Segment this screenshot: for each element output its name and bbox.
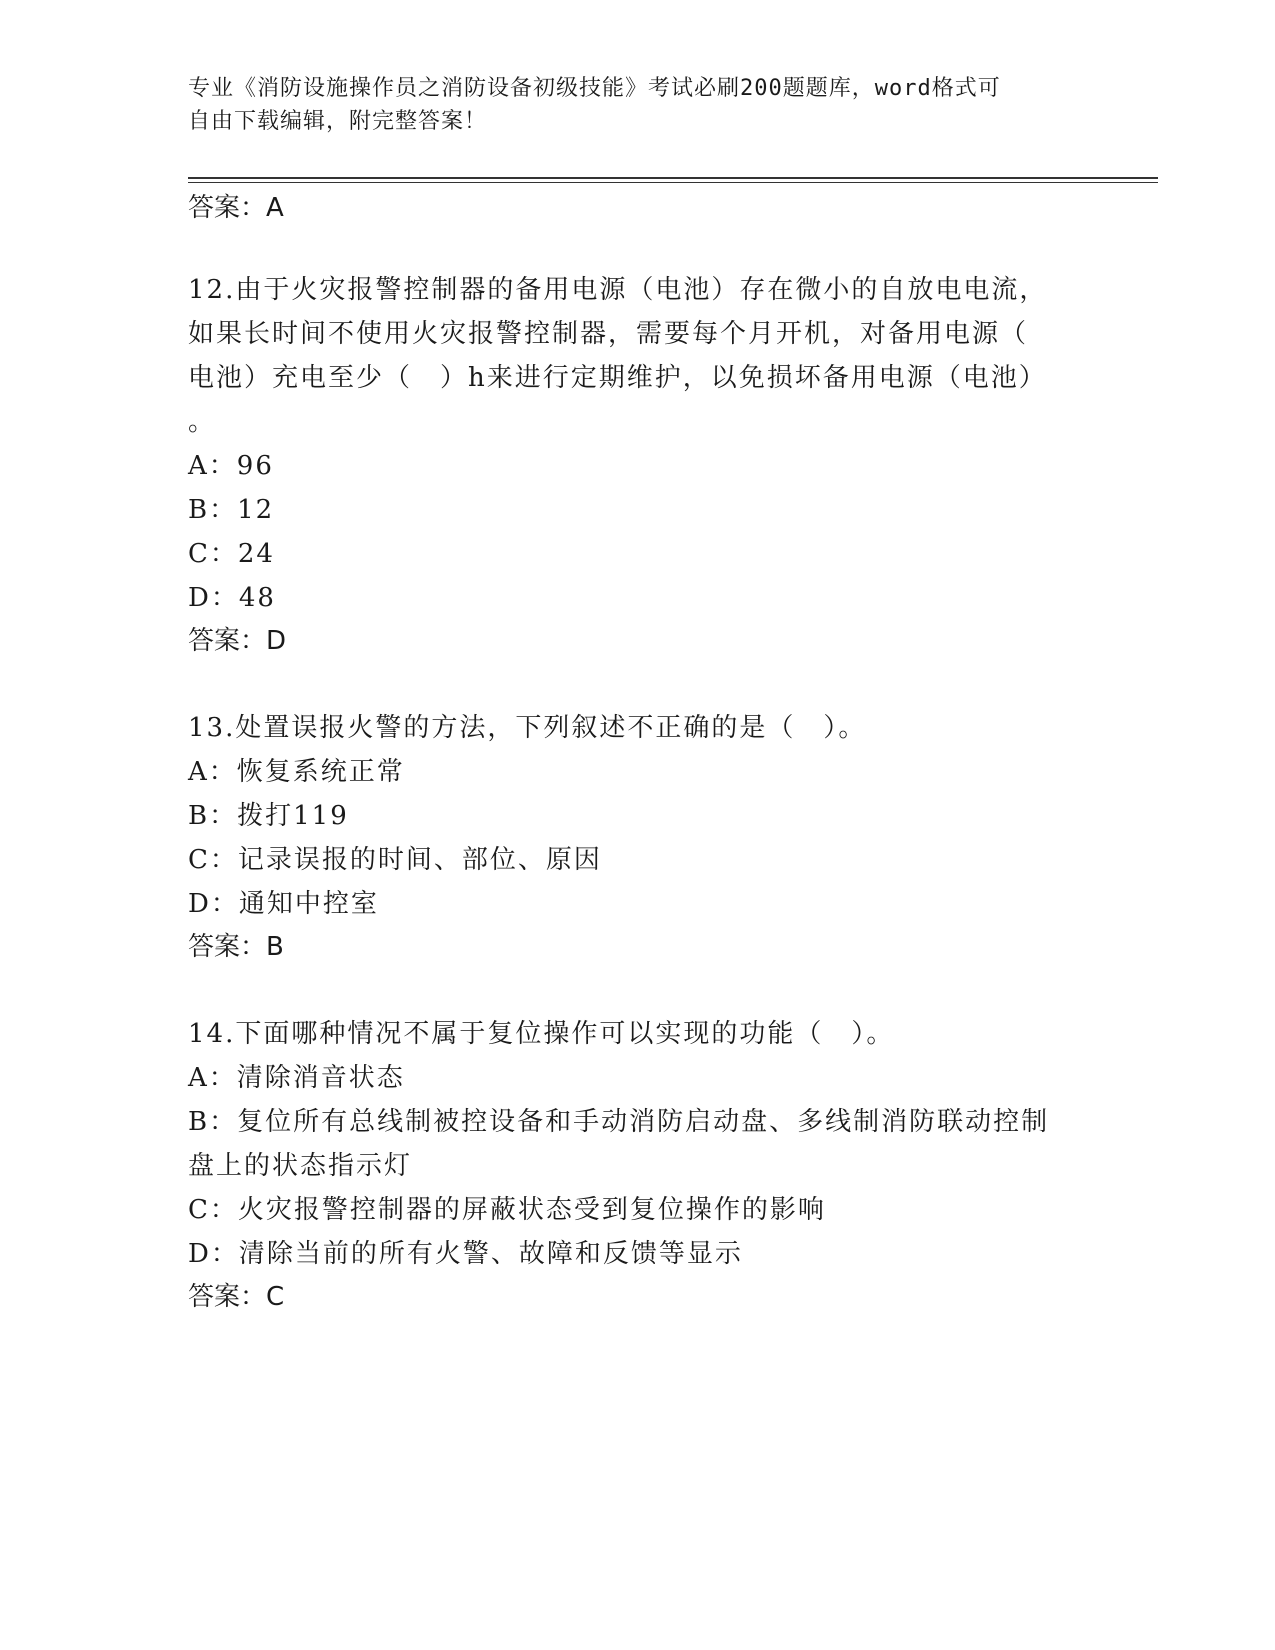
question-12-stem-line-1: 12.由于火灾报警控制器的备用电源（电池）存在微小的自放电电流，: [188, 275, 1048, 305]
question-12-option-c: C：24: [188, 539, 275, 569]
question-14-answer: 答案：C: [188, 1282, 285, 1312]
question-12-stem-line-3: 电池）充电至少（ ）h来进行定期维护，以免损坏备用电源（电池）: [188, 363, 1047, 393]
previous-answer: 答案：A: [188, 193, 284, 223]
question-12-answer: 答案：D: [188, 626, 287, 656]
question-14-option-c: C：火灾报警控制器的屏蔽状态受到复位操作的影响: [188, 1195, 826, 1225]
question-13-option-a: A：恢复系统正常: [188, 757, 405, 787]
question-14-stem: 14.下面哪种情况不属于复位操作可以实现的功能（ ）。: [188, 1019, 895, 1049]
question-12-option-a: A：96: [188, 451, 274, 481]
header-divider-thick: [188, 177, 1158, 179]
header-line-1: 专业《消防设施操作员之消防设备初级技能》考试必刷200题题库，word格式可: [188, 76, 1001, 101]
question-14-option-b-line-1: B：复位所有总线制被控设备和手动消防启动盘、多线制消防联动控制: [188, 1107, 1050, 1137]
question-12-option-d: D：48: [188, 583, 276, 613]
question-14-option-d: D：清除当前的所有火警、故障和反馈等显示: [188, 1239, 743, 1269]
header-divider-thin: [188, 182, 1158, 183]
question-14-option-a: A：清除消音状态: [188, 1063, 405, 1093]
question-12-option-b: B：12: [188, 495, 275, 525]
question-13-option-b: B：拨打119: [188, 801, 349, 831]
question-12-stem-line-2: 如果长时间不使用火灾报警控制器，需要每个月开机，对备用电源（: [188, 319, 1029, 349]
question-13-stem: 13.处置误报火警的方法，下列叙述不正确的是（ ）。: [188, 713, 867, 743]
header-line-2: 自由下载编辑，附完整答案！: [188, 109, 488, 134]
question-13-answer: 答案：B: [188, 932, 284, 962]
question-12-stem-line-4: 。: [188, 407, 217, 437]
question-14-option-b-line-2: 盘上的状态指示灯: [188, 1151, 413, 1181]
document-header: [188, 72, 1078, 138]
question-13-option-c: C：记录误报的时间、部位、原因: [188, 845, 602, 875]
question-13-option-d: D：通知中控室: [188, 889, 379, 919]
